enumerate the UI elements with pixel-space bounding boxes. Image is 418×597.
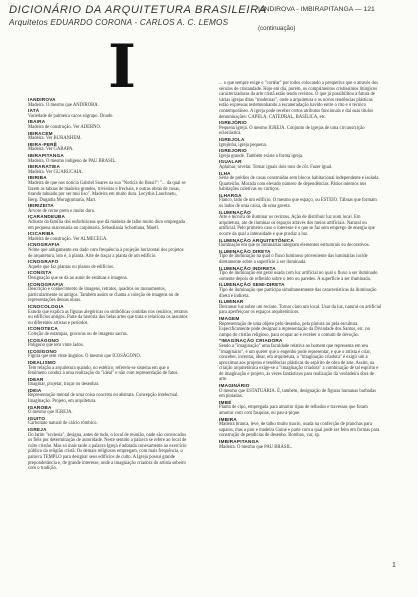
entry-definition: Estudo que explica as figuras alegóricas ou simbólicas contidas nos cenários, retratos ou edifícios antigos. Parte da história dos belas artes que trata e relaciona os assuntos ou diferentes artistas e períodos.: [28, 309, 188, 326]
entry-headword: IÇARANDEUBA: [28, 214, 66, 220]
left-column: [28, 97, 188, 472]
entry-headword: IBIRIBA: [28, 175, 47, 181]
dictionary-entry: [219, 120, 382, 137]
dictionary-entry: [28, 377, 188, 388]
entry-headword: ICICARIBA: [28, 231, 55, 237]
entry-definition: Igrejinha, igreja pequena.: [219, 142, 267, 148]
dictionary-entry: [28, 338, 188, 349]
dictionary-entry: [219, 171, 382, 193]
entry-headword: IBIRACEM: [28, 130, 53, 136]
entry-headword: IGREJOLA: [219, 136, 245, 142]
dictionary-entry: [28, 175, 188, 203]
entry-headword: IGREJÓRIO: [219, 120, 247, 126]
dictionary-entry: [28, 242, 188, 259]
dictionary-entry: [219, 9, 382, 120]
entry-headword: ICNOCOLOGIA: [28, 303, 64, 309]
entry-definition: Arbusto da família dos euforbiáceas que dá madeira de talhe muito duro empregada em pequena marcenaria ou carpintaria. Sebastiania Schottiana, Muell.: [28, 220, 185, 231]
page-number: 1: [392, 562, 396, 569]
entry-definition: Madeira. O mesmo indígeno de PAU BRASIL.: [28, 158, 117, 164]
entry-definition: Madeira. Ver BURANHEM.: [28, 136, 82, 142]
entry-definition: Tem relação a arquitetura quando, no estético, referem-se sistema em que o fenômeno conduz à uma realização do "ideal" e não com representação de fatos.: [28, 365, 179, 377]
entry-definition: ... o que sempre exige o "cortêar" por todos colocando a perspetiva que o através dos séculos de cristandade. Hoje em dia, porém, os comprimentos cristíssimos litúrgicos caracterizadoras da arte cristã estão tendo revistos. O que já possibilitou à fatura de várias igrejas ditas "modernas", onde a arquitetura e os novos tendências plásticas estão expressas testemunhando a escaneradação havido entre o rito e o técnico contemporâneo. A igreja pode receber certos atributos funcionais e dai suas títulos denominações: CAPELA, CATEDRAL, BASÍLICA, etc.: [219, 81, 378, 120]
dictionary-entry: [219, 338, 382, 383]
dictionary-entry: [28, 119, 188, 130]
dictionary-title: DICIONÁRIO DA ARQUITETURA BRASILEIRA: [9, 4, 267, 16]
entry-headword: IBIRA-PERÊ: [28, 141, 58, 147]
entry-definition: Derramar luz sobre um recinto. Tornar claro um local. Usar da luz, natural ou artificial para aperfeiçoar os espaços arquitetônicos.: [219, 304, 382, 316]
entry-headword: IATÁ: [28, 108, 40, 114]
dictionary-entry: [28, 270, 188, 281]
entry-headword: IMBÉ: [219, 399, 232, 405]
entry-headword: IGUALAR: [219, 159, 242, 165]
entry-definition: Madeira de construção. Ver ADERNO.: [28, 124, 102, 130]
dictionary-entry: [28, 142, 188, 153]
entry-definition: Aplainar, nivelar. Tornar iguais dois tons de côr. Fazer igual.: [219, 164, 333, 170]
entry-headword: ILUMINAÇÃO INDIRETA: [219, 265, 276, 271]
entry-headword: IGREJORIO: [219, 148, 247, 154]
dictionary-entry: [219, 417, 382, 439]
dictionary-entry: [28, 360, 188, 377]
entry-definition: Tipo de iluminação que participa simultaneamente das características da iluminação direta e indireta.: [219, 287, 377, 299]
entry-definition: Do latim "ecclesia", designa, antes de tudo, o local de reunião, onde são convocados os fiéis por determinação de autoridade. Neste sentido a palavra se refere ao local de culto cristão. Mas só mais tarde a palavra Igreja é adotada conexamente ao exercício público da religião cristã. Os demais religiosos empregam, com mais frequência, o palavra TEMPLO para designar seus edifícios de culto. A Igreja possui grande preponderância e, de grande interesse, onde a imaginação criadora do artista sobeiro com o tradição.: [28, 432, 187, 472]
entry-definition: Flanco, lado de um edifício. O mesmo que espaço, ou ESTEIO. Tábuas que formam os lados de uma caixa, de uma gaveta.: [219, 198, 377, 210]
entry-headword: ICONOGRAFIA: [28, 281, 64, 287]
dictionary-entry: [219, 299, 382, 316]
dictionary-entry: [28, 97, 188, 108]
entry-definition: Série de prédios de casas construídas sem blocos habitacional independente e isolada. Quarteirão. Morada com elevado número de dependências. Pátios internos nos habitações coletivas ou cortiços.: [219, 176, 380, 193]
entry-headword: ILHARGA: [219, 192, 242, 198]
dictionary-entry: [219, 210, 382, 238]
entry-headword: ICONOTECA: [28, 326, 58, 332]
entry-headword: IMBIRA: [219, 416, 237, 422]
entry-headword: ILUMINAÇÃO: [219, 209, 251, 215]
entry-headword: ILUMINAÇÃO SEMI-DIRETA: [219, 282, 285, 288]
entry-definition: Representação mental de uma coisa concreta ou abstrata. Concepção intelectual. Imaginação. Projeto, em arquitetura.: [28, 393, 179, 405]
entry-headword: IDEALISMO: [28, 359, 56, 365]
dictionary-entry: [219, 193, 382, 210]
entry-definition: Igreja grande. Também existe a forma igreja.: [219, 153, 304, 159]
entry-headword: IBIRAPITANGA: [28, 152, 64, 158]
entry-definition: Variedade de palmeira cacos sógrapo. Dnude.: [28, 113, 114, 119]
entry-headword: ILUMINAÇÃO DIRETA: [219, 248, 271, 254]
entry-headword: ILUMINAÇÃO ARQUITETÔNICA: [219, 237, 294, 243]
entry-definition: Pequena igreja. O mesmo IGREJA. Conjunto de igrejas de uma circunscrição eclesiástica.: [219, 125, 365, 137]
entry-definition: Arte e técnica de iluminar os recintos. Ação de distribuir luz num local. Em arquitetura, ato de iluminar os espaços através dos meios artificiais. Natural ou artificial. Pelo primeiro caso o interesse é o que se faz sem emprego de energia que ocorre da qual a intensidade e que produz a luz.: [219, 215, 375, 238]
entry-headword: ILHA: [219, 170, 231, 176]
entry-definition: Carbonato natural de cálcio rômbico.: [28, 421, 98, 427]
dictionary-entry: [219, 316, 382, 338]
entry-definition: Descrição e conhecimento de imagens, retratos, quadros ou monumentos, particularmente os antigos. Também assim se chama a coleção de imagens ou de representações dessas obras.: [28, 287, 179, 304]
entry-definition: Madeira. Ver GUARUCAIA.: [28, 169, 83, 175]
entry-headword: "IMAGINAÇÃO CRIADORA: [219, 338, 283, 344]
entry-headword: IGUITO: [28, 415, 46, 421]
entry-definition: Madeira. O mesmo que PAU BRASIL.: [219, 444, 293, 450]
page-running-head: IANDIROVA - IMBIRAPITANGA — 121: [258, 6, 375, 13]
entry-headword: IMAGINÁRIO: [219, 383, 250, 389]
entry-definition: Madeira de que nos noticia Gabriel Soares na sua "Notícia do Brasil": "... da qual se fazem as tabuas de madeira grandes, trivieiras e frechais, e outras obras de cosas, tirando tabuado por ser mui liso". Madeira em muito dura. Lecythis Lauchnetu, Berg. Dugattia Moragrumaria, Mart.: [28, 180, 186, 203]
dictionary-entry: [219, 249, 382, 266]
dictionary-entry: [28, 164, 188, 175]
entry-definition: Figura que tem vinte ângulos. O mesmo que ICOSÁGONO.: [28, 354, 142, 360]
entry-definition: Madeira branca, leve, de talho muito macio, usada na confecção de pranchas para sapatos, mas a pior e madeira Guiné e parte com a qual pode ser feito em formas para construção de pendicias de desenho. Bombax, var, sp.: [219, 422, 380, 439]
entry-headword: IGAROBA: [28, 404, 52, 410]
entry-headword: IMAGEM: [219, 315, 240, 321]
dictionary-entry: [28, 153, 188, 164]
dictionary-entry: [28, 326, 188, 337]
entry-definition: Representação de uma objeto pelo desenho, pela pintura ou pela escultura. Especificamente pode designar a representação da Divindade dos Santos, etc. no campo do cristão religioso, para ocupar ao e receber o comum de devoção.: [219, 321, 370, 338]
entry-headword: IBIRARATIEA: [28, 164, 61, 170]
entry-definition: O mesmo que ESTATUÁRIA. É, também, designação de figuras humanas barbadas em pintadas.: [219, 388, 377, 400]
dictionary-entry: [219, 400, 382, 417]
entry-headword: IANDIROVA: [28, 97, 56, 102]
entry-definition: Designação que se dá ao autor de estátuas e imagens.: [28, 276, 128, 281]
dictionary-entry: [28, 304, 188, 326]
entry-headword: ICOSÁGONO: [28, 337, 59, 343]
entry-headword: IGREJA: [28, 427, 47, 433]
dictionary-entry: [28, 427, 188, 472]
dictionary-entry: [28, 416, 188, 427]
entry-definition: Planta de cipó, empregada para amarrar ripas de telhados e travessas que foram amarrar com com fasquias, ou pau-a-pique.: [219, 405, 368, 417]
dictionary-entry: [28, 349, 188, 360]
dictionary-entry: [219, 439, 382, 450]
section-letter: I: [108, 32, 137, 102]
entry-definition: Iluminação em que os luminárias integram elementos estruturais ou decorativos.: [219, 243, 370, 249]
entry-definition: Sendo a "imaginação" uma faculdade relativa ao homem que representa em seu "imaginário", é um querer que o engenho pode representar, e que o artista é criar, conceber, inventar, idear, em arquitetura, a "imaginação criadora" é exigir um a aproximar aos projetos e tendências plásticas do espírito de obra de arte. Assim, na criação arquitetônica exige-se a "imaginação criadora" a combinação de tal espírito e de imaginação e projeto, às vezes fantásticos para realização da verdadeira obra de arte.: [219, 343, 379, 383]
entry-headword: IBAIRA: [28, 119, 46, 125]
entry-headword: IBIRIZEITA: [28, 203, 54, 209]
entry-definition: O mesmo que IGREJA.: [28, 410, 73, 416]
entry-definition: Polígono que tem vinte lados.: [28, 343, 84, 349]
entry-definition: Aquele que faz plantas ou planos de edifícios.: [28, 264, 115, 270]
dictionary-entry: [219, 137, 382, 148]
dictionary-entry: [28, 282, 188, 304]
entry-definition: Tipo de iluminação na qual o fluxo luminoso proveniente das luminárias incide diretamente sobre a superfície a ser iluminada.: [219, 254, 368, 265]
entry-definition: Madeira. O mesmo que ANDIROBA.: [28, 102, 99, 108]
entry-definition: Madeira de construção. Ver ALMECEGA.: [28, 236, 108, 242]
entry-definition: Coleção de estampas, gravuras ou de imagens sacras.: [28, 331, 128, 337]
entry-headword: ILUMINAR: [219, 299, 244, 305]
dictionary-entry: [219, 238, 382, 249]
entry-headword: IMBIRAPITANGA: [219, 439, 260, 444]
dictionary-entry: [28, 131, 188, 142]
entry-headword: ICONISTA: [28, 270, 52, 276]
dictionary-entry: [28, 259, 188, 270]
dictionary-entry: [219, 282, 382, 299]
entry-headword: ICNOGRAFIA: [28, 242, 60, 248]
entry-headword: ICNOGRAFO: [28, 259, 59, 265]
dictionary-entry: [28, 214, 188, 231]
entry-headword: IDEAR: [28, 376, 44, 382]
entry-headword: IDEIA: [28, 387, 42, 393]
dictionary-entry: [28, 231, 188, 242]
entry-definition: Nome que antigamente era dado com frequência à projeção horizontal dos projetos de arquitetura, isto é, à planta. Arte de traçar a planta de um edifício.: [28, 248, 184, 259]
entry-definition: Imaginar, projetar, traçar ou desenhar.: [28, 382, 100, 388]
dictionary-entry: [28, 388, 188, 405]
entry-definition: Tipo de iluminação em geral usada com luz artificial no qual o fluxo a ser iluminado somente depois de refletido sobre o teto ou paredes. A superfície a ser iluminada.: [219, 271, 378, 282]
dictionary-entry: [219, 383, 382, 400]
authors-subtitle: Arquitetos EDUARDO CORONA - CARLOS A. C. LEMOS: [9, 18, 229, 27]
dictionary-entry: [219, 148, 382, 159]
continuation-note: (continuação): [258, 25, 296, 32]
dictionary-entry: [28, 405, 188, 416]
dictionary-entry: [28, 203, 188, 214]
dictionary-entry: [219, 159, 382, 170]
right-column: [219, 9, 382, 450]
dictionary-entry: [28, 108, 188, 119]
entry-definition: Árvore de cerne preto e muito duro.: [28, 208, 96, 214]
dictionary-entry: [219, 266, 382, 283]
entry-headword: ICOSÍGONO: [28, 348, 57, 354]
entry-definition: Madeira. Ver GARAPA.: [28, 147, 74, 153]
